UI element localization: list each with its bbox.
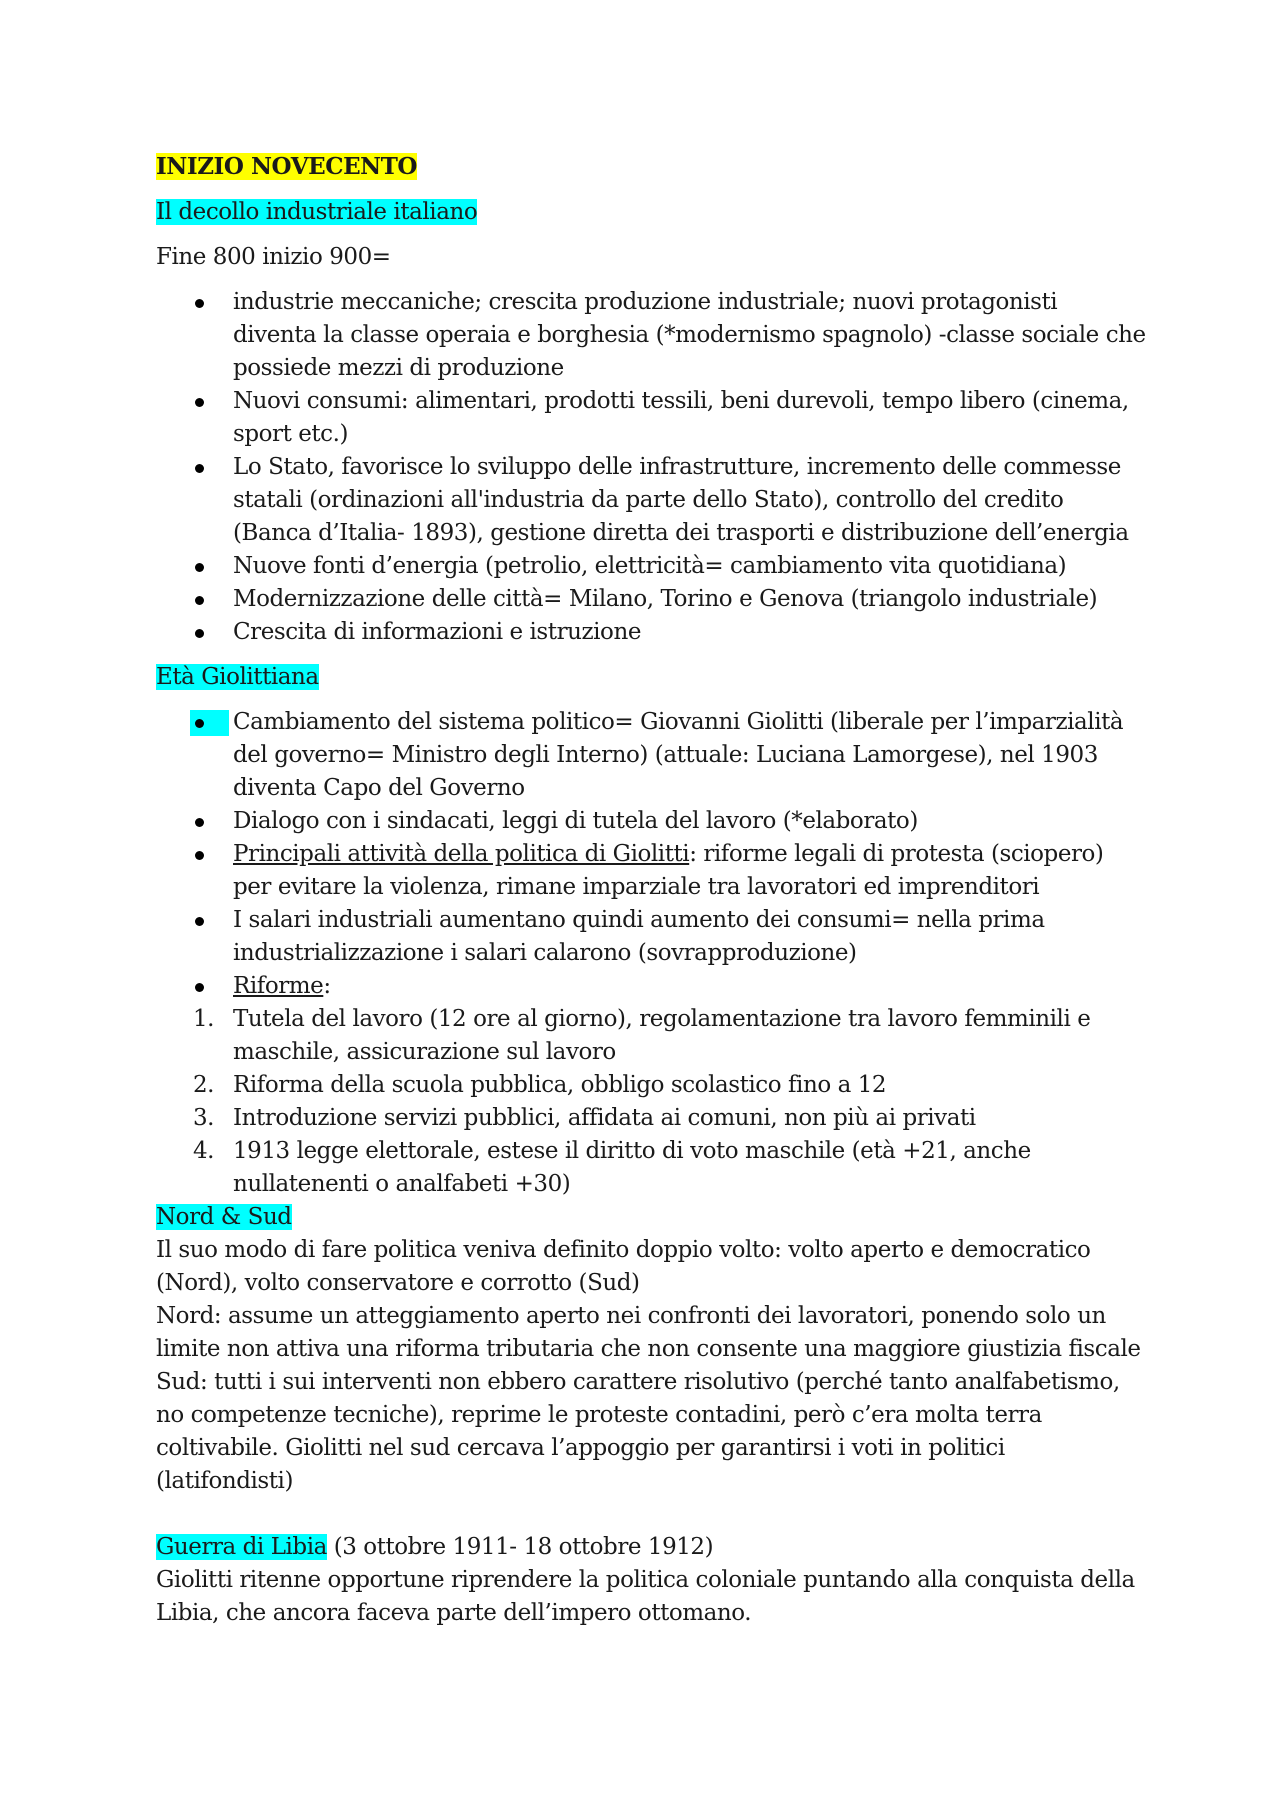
list-item: Lo Stato, favorisce lo sviluppo delle infrastrutture, incremento delle commesse statali (ordinazioni all'industria da parte dello Stato), controllo del credito (Banca d’Italia- 1893), gestione diretta dei trasporti e distribuzione dell’energia (233, 451, 1146, 550)
list-item: Dialogo con i sindacati, leggi di tutela del lavoro (*elaborato) (233, 805, 1146, 838)
list-item: Principali attività della politica di Giolitti: riforme legali di protesta (sciopero) per evitare la violenza, rimane imparziale tra lavoratori ed imprenditori (233, 838, 1146, 904)
section-heading-line (156, 661, 1146, 694)
bullet-icon (195, 818, 204, 827)
bullet-icon (195, 299, 204, 308)
list-item: Crescita di informazioni e istruzione (233, 616, 1146, 649)
section-heading-libia: Guerra di Libia (156, 1534, 327, 1560)
list-item: Riforme: (233, 970, 1146, 1003)
list-item: I salari industriali aumentano quindi aumento dei consumi= nella prima industrializzazione i salari calarono (sovrapproduzione) (233, 904, 1146, 970)
title-line (156, 150, 1146, 184)
list-item: Nuove fonti d’energia (petrolio, elettricità= cambiamento vita quotidiana) (233, 550, 1146, 583)
list-item: Modernizzazione delle città= Milano, Torino e Genova (triangolo industriale) (233, 583, 1146, 616)
section-heading-line (156, 1531, 1146, 1564)
document-title: INIZIO NOVECENTO (156, 153, 417, 180)
bullet-icon (195, 464, 204, 473)
list-item: 3. Introduzione servizi pubblici, affidata ai comuni, non più ai privati (193, 1105, 976, 1131)
list-item: 2. Riforma della scuola pubblica, obbligo scolastico fino a 12 (193, 1072, 887, 1098)
section-heading-line (156, 1201, 1146, 1234)
intro-text: Fine 800 inizio 900= (156, 244, 391, 270)
section-heading-decollo: Il decollo industriale italiano (156, 199, 478, 225)
numbered-list-riforme (156, 1003, 1146, 1201)
section-heading-nord-sud: Nord & Sud (156, 1204, 292, 1230)
bullet-icon (195, 917, 204, 926)
section-heading-giolittiana: Età Giolittiana (156, 664, 319, 690)
paragraph: Nord: assume un atteggiamento aperto nei confronti dei lavoratori, ponendo solo un limite non attiva una riforma tributaria che non consente una maggiore giustizia fiscale (156, 1303, 1141, 1362)
bullet-icon (195, 851, 204, 860)
list-item: Cambiamento del sistema politico= Giovanni Giolitti (liberale per l’imparzialità del governo= Ministro degli Interno) (attuale: Luciana Lamorgese), nel 1903 diventa Capo del Governo (233, 706, 1146, 805)
list-item: industrie meccaniche; crescita produzione industriale; nuovi protagonisti diventa la classe operaia e borghesia (*modernismo spagnolo) -classe sociale che possiede mezzi di produzione (233, 286, 1146, 385)
bullet-list-giolittiana (156, 706, 1146, 1003)
list-item: Nuovi consumi: alimentari, prodotti tessili, beni durevoli, tempo libero (cinema, sport etc.) (233, 385, 1146, 451)
paragraph: Il suo modo di fare politica veniva definito doppio volto: volto aperto e democratico (Nord), volto conservatore e corrotto (Sud) (156, 1237, 1091, 1296)
bullet-icon (190, 710, 229, 736)
bullet-icon (195, 629, 204, 638)
bullet-icon (195, 398, 204, 407)
section-heading-line (156, 196, 1146, 229)
list-item: 4. 1913 legge elettorale, estese il diritto di voto maschile (età +21, anche nullatenenti o analfabeti +30) (193, 1138, 1031, 1197)
paragraph: Sud: tutti i sui interventi non ebbero carattere risolutivo (perché tanto analfabetismo, no competenze tecniche), reprime le proteste contadini, però c’era molta terra coltivabile. Giolitti nel sud cercava l’appoggio per garantirsi i voti in politici (latifondisti) (156, 1369, 1120, 1494)
bullet-icon (195, 596, 204, 605)
document-page (156, 150, 1146, 1630)
libia-dates: (3 ottobre 1911- 18 ottobre 1912) (326, 1534, 714, 1560)
list-item: 1. Tutela del lavoro (12 ore al giorno), regolamentazione tra lavoro femminili e maschile, assicurazione sul lavoro (193, 1006, 1091, 1065)
bullet-list-decollo (156, 286, 1146, 649)
bullet-icon (195, 563, 204, 572)
bullet-icon (195, 983, 204, 992)
paragraph: Giolitti ritenne opportune riprendere la politica coloniale puntando alla conquista della Libia, che ancora faceva parte dell’impero ottomano. (156, 1567, 1135, 1626)
